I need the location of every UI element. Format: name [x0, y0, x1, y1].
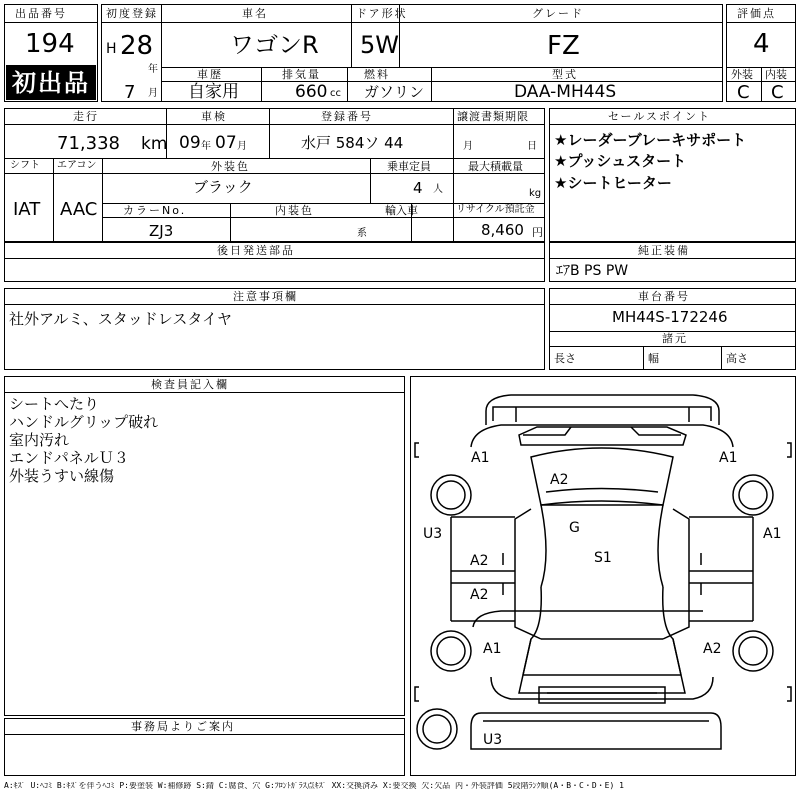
recycle-label: リサイクル預託金: [456, 204, 535, 215]
first-reg-label: 初度登録: [106, 7, 158, 20]
int-color-unit: 系: [357, 228, 367, 239]
mileage-label: 走行: [73, 110, 99, 123]
notes-value: 社外アルミ、スタッドレスタイヤ: [9, 310, 233, 328]
first-reg-month: 7: [124, 82, 136, 103]
office-label: 事務局よりご案内: [131, 720, 235, 733]
chassis-box: [549, 288, 796, 370]
color-no: ZJ3: [149, 222, 174, 240]
seat-damage: S1: [594, 550, 612, 566]
insp-year-unit: 年: [201, 141, 211, 152]
displacement-unit: cc: [330, 88, 341, 99]
displacement: 660: [295, 82, 328, 102]
history-label: 車歴: [197, 68, 223, 81]
later-parts-box: [4, 242, 545, 282]
capacity-unit: 人: [433, 184, 443, 195]
fuel: ガソリン: [364, 83, 425, 101]
inspector-line-1: シートへたり: [9, 395, 100, 413]
car-name-label: 車名: [242, 7, 268, 20]
inspector-label: 検査員記入欄: [151, 378, 229, 391]
ext-grade: C: [737, 82, 750, 103]
ext-color: ブラック: [193, 178, 253, 196]
inspector-box: [4, 376, 405, 716]
inspector-line-5: 外装うすい線傷: [9, 467, 115, 485]
sales-point-3: ★シートヒーター: [554, 174, 672, 192]
lot-number-box: [4, 4, 98, 102]
inspector-line-3: 室内汚れ: [9, 431, 70, 449]
door-label: ドア形状: [356, 7, 408, 20]
grade: FZ: [547, 31, 580, 61]
rear-bumper-damage: U3: [483, 732, 503, 748]
reg-no-label: 登録番号: [321, 110, 373, 123]
chassis-label: 車台番号: [638, 290, 690, 303]
transfer-label: 譲渡書類期限: [457, 110, 529, 123]
grade-label: グレード: [532, 7, 584, 20]
equipment-value: ｴｱB PS PW: [556, 263, 629, 279]
insp-year: 09: [179, 133, 201, 153]
month-unit: 月: [148, 88, 158, 99]
later-parts-label: 後日発送部品: [217, 244, 295, 257]
office-box: [4, 718, 405, 776]
front-right-wheel-damage: A1: [719, 450, 738, 466]
length-label: 長さ: [554, 352, 576, 365]
load-label: 最大積載量: [468, 160, 523, 173]
shift: IAT: [13, 199, 41, 220]
right-side-damage: A1: [763, 526, 782, 542]
header-main-box: [101, 4, 723, 102]
front-door-damage: A2: [470, 553, 489, 569]
score-label: 評価点: [737, 7, 776, 20]
front-bumper-left-damage: U3: [423, 526, 443, 542]
notes-label: 注意事項欄: [233, 290, 298, 303]
inspection-label: 車検: [201, 110, 227, 123]
score: 4: [753, 29, 770, 59]
year-unit: 年: [148, 64, 158, 75]
insp-month: 07: [215, 133, 237, 153]
damage-diagram: [410, 376, 796, 776]
inspector-line-2: ハンドルグリップ破れ: [9, 413, 159, 431]
color-no-label: カラーNo.: [123, 204, 187, 217]
rear-door-damage: A2: [470, 587, 489, 603]
car-name: ワゴンR: [230, 31, 319, 59]
transfer-day-unit: 日: [527, 141, 537, 152]
displacement-label: 排気量: [282, 68, 321, 81]
capacity-label: 乗車定員: [387, 160, 431, 173]
roof-damage: A2: [550, 472, 569, 488]
specs-box: [4, 108, 545, 242]
first-reg-year: 28: [120, 31, 154, 61]
lot-number-label: 出品番号: [15, 7, 67, 20]
door-type: 5W: [360, 31, 399, 59]
import-label: 輸入車: [385, 204, 418, 217]
sales-points-box: [549, 108, 796, 242]
glass-damage: G: [569, 520, 580, 536]
transfer-month-unit: 月: [463, 141, 473, 152]
score-box: [726, 4, 796, 102]
ac-label: エアコン: [57, 160, 97, 171]
rear-right-wheel-damage: A2: [703, 641, 722, 657]
reg-number: 水戸 584ソ 44: [301, 134, 404, 152]
load-unit: kg: [529, 188, 542, 199]
inspector-line-4: エンドパネルＵ３: [9, 449, 129, 467]
rear-left-wheel-damage: A1: [483, 641, 502, 657]
width-label: 幅: [648, 352, 659, 365]
equipment-box: [549, 242, 796, 282]
fuel-label: 燃料: [364, 68, 390, 81]
sales-point-2: ★プッシュスタート: [554, 152, 687, 170]
model-label: 型式: [552, 68, 578, 81]
mileage-unit: km: [141, 134, 168, 154]
lot-number: 194: [25, 29, 75, 59]
ext-label: 外装: [731, 68, 753, 81]
recycle-unit: 円: [532, 226, 543, 239]
notes-box: [4, 288, 545, 370]
height-label: 高さ: [726, 352, 748, 365]
int-label: 内装: [765, 68, 787, 81]
front-left-wheel-damage: A1: [471, 450, 490, 466]
sales-points-label: セールスポイント: [608, 110, 712, 123]
model-code: DAA-MH44S: [514, 82, 617, 102]
damage-legend: A:ｷｽﾞ U:ﾍｺﾐ B:ｷｽﾞを伴うﾍｺﾐ P:要塗装 W:補修跡 S:錆 C:腐食、穴 G:ﾌﾛﾝﾄｶﾞﾗｽ点ｷｽﾞ XX:交換済み X:要交換 欠:欠品 内・外装評価 5段階ﾗﾝｸ順(A・B・C・D・E) 1: [4, 782, 624, 790]
ext-color-label: 外装色: [211, 160, 250, 173]
era: H: [106, 41, 117, 57]
shift-label: シフト: [10, 160, 40, 171]
capacity: 4: [413, 179, 423, 197]
chassis-number: MH44S-172246: [612, 308, 728, 326]
dims-label: 諸元: [662, 332, 688, 345]
ac: AAC: [60, 199, 98, 220]
sales-point-1: ★レーダーブレーキサポート: [554, 131, 747, 149]
insp-month-unit: 月: [237, 141, 247, 152]
recycle-fee: 8,460: [481, 221, 524, 239]
int-grade: C: [771, 82, 784, 103]
car-outline-diagram: [411, 377, 795, 775]
mileage: 71,338: [57, 133, 120, 154]
car-history: 自家用: [188, 82, 239, 102]
int-color-label: 内装色: [275, 204, 314, 217]
equipment-label: 純正装備: [638, 244, 690, 257]
first-listing-badge: 初出品: [6, 65, 96, 100]
